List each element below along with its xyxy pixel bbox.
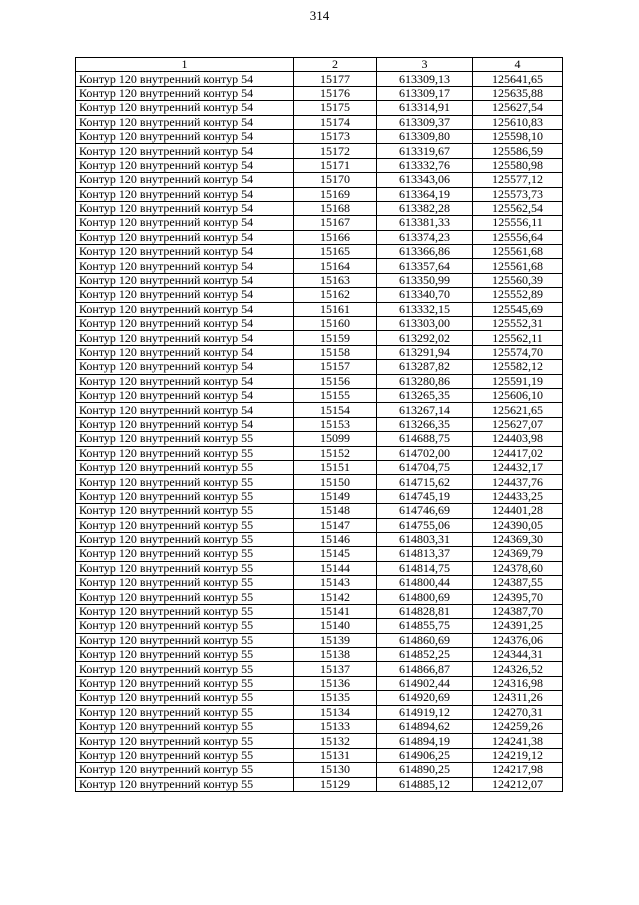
- table-row: [76, 345, 563, 359]
- x-coordinate-cell: 614894,19: [377, 734, 473, 748]
- table-row: [76, 216, 563, 230]
- contour-name-cell: Контур 120 внутренний контур 55: [76, 719, 294, 733]
- y-coordinate-cell: 125598,10: [473, 129, 563, 143]
- y-coordinate-cell: 124387,70: [473, 604, 563, 618]
- table-row: [76, 115, 563, 129]
- x-coordinate-cell: 613319,67: [377, 144, 473, 158]
- y-coordinate-cell: 125577,12: [473, 173, 563, 187]
- point-number-cell: 15164: [294, 259, 377, 273]
- x-coordinate-cell: 614828,81: [377, 604, 473, 618]
- contour-name-cell: Контур 120 внутренний контур 54: [76, 331, 294, 345]
- x-coordinate-cell: 614745,19: [377, 489, 473, 503]
- contour-name-cell: Контур 120 внутренний контур 54: [76, 345, 294, 359]
- y-coordinate-cell: 124270,31: [473, 705, 563, 719]
- contour-name-cell: Контур 120 внутренний контур 54: [76, 158, 294, 172]
- contour-name-cell: Контур 120 внутренний контур 55: [76, 460, 294, 474]
- x-coordinate-cell: 614800,69: [377, 590, 473, 604]
- y-coordinate-cell: 124395,70: [473, 590, 563, 604]
- contour-name-cell: Контур 120 внутренний контур 55: [76, 619, 294, 633]
- y-coordinate-cell: 125627,54: [473, 101, 563, 115]
- x-coordinate-cell: 613332,76: [377, 158, 473, 172]
- y-coordinate-cell: 125556,11: [473, 216, 563, 230]
- y-coordinate-cell: 124387,55: [473, 576, 563, 590]
- contour-name-cell: Контур 120 внутренний контур 55: [76, 648, 294, 662]
- contour-name-cell: Контур 120 внутренний контур 55: [76, 489, 294, 503]
- table-row: [76, 446, 563, 460]
- x-coordinate-cell: 613292,02: [377, 331, 473, 345]
- point-number-cell: 15171: [294, 158, 377, 172]
- contour-name-cell: Контур 120 внутренний контур 54: [76, 302, 294, 316]
- table-row: [76, 691, 563, 705]
- x-coordinate-cell: 613314,91: [377, 101, 473, 115]
- contour-name-cell: Контур 120 внутренний контур 55: [76, 777, 294, 791]
- x-coordinate-cell: 613309,13: [377, 72, 473, 86]
- table-row: [76, 648, 563, 662]
- contour-name-cell: Контур 120 внутренний контур 55: [76, 633, 294, 647]
- x-coordinate-cell: 614919,12: [377, 705, 473, 719]
- table-row: [76, 101, 563, 115]
- x-coordinate-cell: 614855,75: [377, 619, 473, 633]
- contour-name-cell: Контур 120 внутренний контур 54: [76, 173, 294, 187]
- x-coordinate-cell: 614920,69: [377, 691, 473, 705]
- table-row: [76, 748, 563, 762]
- table-row: [76, 144, 563, 158]
- table-row: [76, 676, 563, 690]
- contour-name-cell: Контур 120 внутренний контур 54: [76, 417, 294, 431]
- table-row: [76, 504, 563, 518]
- contour-name-cell: Контур 120 внутренний контур 54: [76, 115, 294, 129]
- x-coordinate-cell: 613374,23: [377, 230, 473, 244]
- point-number-cell: 15099: [294, 432, 377, 446]
- table-row: [76, 489, 563, 503]
- contour-name-cell: Контур 120 внутренний контур 55: [76, 432, 294, 446]
- x-coordinate-cell: 614702,00: [377, 446, 473, 460]
- table-row: [76, 734, 563, 748]
- y-coordinate-cell: 124326,52: [473, 662, 563, 676]
- contour-name-cell: Контур 120 внутренний контур 55: [76, 604, 294, 618]
- point-number-cell: 15168: [294, 201, 377, 215]
- x-coordinate-cell: 614813,37: [377, 547, 473, 561]
- y-coordinate-cell: 125552,31: [473, 317, 563, 331]
- x-coordinate-cell: 613280,86: [377, 374, 473, 388]
- table-row: [76, 777, 563, 791]
- point-number-cell: 15133: [294, 719, 377, 733]
- table-row: [76, 590, 563, 604]
- contour-name-cell: Контур 120 внутренний контур 55: [76, 475, 294, 489]
- contour-name-cell: Контур 120 внутренний контур 54: [76, 403, 294, 417]
- contour-name-cell: Контур 120 внутренний контур 54: [76, 101, 294, 115]
- point-number-cell: 15157: [294, 360, 377, 374]
- table-row: [76, 187, 563, 201]
- x-coordinate-cell: 614894,62: [377, 719, 473, 733]
- contour-name-cell: Контур 120 внутренний контур 54: [76, 360, 294, 374]
- table-row: [76, 518, 563, 532]
- point-number-cell: 15153: [294, 417, 377, 431]
- x-coordinate-cell: 613309,37: [377, 115, 473, 129]
- table-row: [76, 331, 563, 345]
- table-row: [76, 432, 563, 446]
- point-number-cell: 15154: [294, 403, 377, 417]
- x-coordinate-cell: 613303,00: [377, 317, 473, 331]
- y-coordinate-cell: 124217,98: [473, 763, 563, 777]
- point-number-cell: 15147: [294, 518, 377, 532]
- point-number-cell: 15167: [294, 216, 377, 230]
- point-number-cell: 15175: [294, 101, 377, 115]
- contour-name-cell: Контур 120 внутренний контур 55: [76, 763, 294, 777]
- point-number-cell: 15161: [294, 302, 377, 316]
- y-coordinate-cell: 125586,59: [473, 144, 563, 158]
- contour-name-cell: Контур 120 внутренний контур 55: [76, 676, 294, 690]
- y-coordinate-cell: 124259,26: [473, 719, 563, 733]
- y-coordinate-cell: 125627,07: [473, 417, 563, 431]
- table-row: [76, 86, 563, 100]
- x-coordinate-cell: 614704,75: [377, 460, 473, 474]
- point-number-cell: 15135: [294, 691, 377, 705]
- y-coordinate-cell: 124212,07: [473, 777, 563, 791]
- point-number-cell: 15152: [294, 446, 377, 460]
- y-coordinate-cell: 124241,38: [473, 734, 563, 748]
- point-number-cell: 15139: [294, 633, 377, 647]
- table-row: [76, 576, 563, 590]
- contour-name-cell: Контур 120 внутренний контур 55: [76, 504, 294, 518]
- y-coordinate-cell: 124401,28: [473, 504, 563, 518]
- contour-name-cell: Контур 120 внутренний контур 55: [76, 561, 294, 575]
- y-coordinate-cell: 125582,12: [473, 360, 563, 374]
- x-coordinate-cell: 613267,14: [377, 403, 473, 417]
- point-number-cell: 15137: [294, 662, 377, 676]
- y-coordinate-cell: 125641,65: [473, 72, 563, 86]
- y-coordinate-cell: 125573,73: [473, 187, 563, 201]
- table-row: [76, 273, 563, 287]
- table-row: [76, 417, 563, 431]
- x-coordinate-cell: 614902,44: [377, 676, 473, 690]
- table-row: [76, 662, 563, 676]
- x-coordinate-cell: 614803,31: [377, 532, 473, 546]
- contour-name-cell: Контур 120 внутренний контур 54: [76, 273, 294, 287]
- y-coordinate-cell: 124390,05: [473, 518, 563, 532]
- x-coordinate-cell: 614715,62: [377, 475, 473, 489]
- table-row: [76, 302, 563, 316]
- contour-name-cell: Контур 120 внутренний контур 55: [76, 518, 294, 532]
- table-header-row: [76, 58, 563, 72]
- table-row: [76, 547, 563, 561]
- point-number-cell: 15134: [294, 705, 377, 719]
- y-coordinate-cell: 125580,98: [473, 158, 563, 172]
- x-coordinate-cell: 613266,35: [377, 417, 473, 431]
- contour-name-cell: Контур 120 внутренний контур 54: [76, 388, 294, 402]
- point-number-cell: 15141: [294, 604, 377, 618]
- table-row: [76, 158, 563, 172]
- y-coordinate-cell: 125591,19: [473, 374, 563, 388]
- x-coordinate-cell: 613291,94: [377, 345, 473, 359]
- point-number-cell: 15166: [294, 230, 377, 244]
- y-coordinate-cell: 124369,79: [473, 547, 563, 561]
- x-coordinate-cell: 613364,19: [377, 187, 473, 201]
- x-coordinate-cell: 613309,80: [377, 129, 473, 143]
- contour-name-cell: Контур 120 внутренний контур 54: [76, 317, 294, 331]
- x-coordinate-cell: 613366,86: [377, 245, 473, 259]
- point-number-cell: 15144: [294, 561, 377, 575]
- contour-name-cell: Контур 120 внутренний контур 54: [76, 72, 294, 86]
- table-row: [76, 317, 563, 331]
- contour-name-cell: Контур 120 внутренний контур 55: [76, 662, 294, 676]
- point-number-cell: 15162: [294, 288, 377, 302]
- contour-name-cell: Контур 120 внутренний контур 54: [76, 259, 294, 273]
- y-coordinate-cell: 125562,54: [473, 201, 563, 215]
- contour-name-cell: Контур 120 внутренний контур 54: [76, 86, 294, 100]
- point-number-cell: 15165: [294, 245, 377, 259]
- point-number-cell: 15160: [294, 317, 377, 331]
- y-coordinate-cell: 124344,31: [473, 648, 563, 662]
- table-row: [76, 460, 563, 474]
- contour-name-cell: Контур 120 внутренний контур 55: [76, 576, 294, 590]
- x-coordinate-cell: 614688,75: [377, 432, 473, 446]
- x-coordinate-cell: 614800,44: [377, 576, 473, 590]
- y-coordinate-cell: 125561,68: [473, 259, 563, 273]
- x-coordinate-cell: 613350,99: [377, 273, 473, 287]
- x-coordinate-cell: 614755,06: [377, 518, 473, 532]
- point-number-cell: 15156: [294, 374, 377, 388]
- table-row: [76, 633, 563, 647]
- x-coordinate-cell: 613381,33: [377, 216, 473, 230]
- contour-name-cell: Контур 120 внутренний контур 55: [76, 691, 294, 705]
- point-number-cell: 15173: [294, 129, 377, 143]
- point-number-cell: 15132: [294, 734, 377, 748]
- contour-name-cell: Контур 120 внутренний контур 54: [76, 374, 294, 388]
- point-number-cell: 15158: [294, 345, 377, 359]
- point-number-cell: 15150: [294, 475, 377, 489]
- y-coordinate-cell: 124403,98: [473, 432, 563, 446]
- contour-name-cell: Контур 120 внутренний контур 55: [76, 590, 294, 604]
- contour-name-cell: Контур 120 внутренний контур 55: [76, 532, 294, 546]
- y-coordinate-cell: 125606,10: [473, 388, 563, 402]
- table-row: [76, 173, 563, 187]
- contour-name-cell: Контур 120 внутренний контур 55: [76, 547, 294, 561]
- y-coordinate-cell: 125552,89: [473, 288, 563, 302]
- x-coordinate-cell: 614890,25: [377, 763, 473, 777]
- table-body: [76, 72, 563, 792]
- x-coordinate-cell: 613357,64: [377, 259, 473, 273]
- contour-name-cell: Контур 120 внутренний контур 54: [76, 288, 294, 302]
- x-coordinate-cell: 614746,69: [377, 504, 473, 518]
- y-coordinate-cell: 125560,39: [473, 273, 563, 287]
- table-row: [76, 619, 563, 633]
- contour-name-cell: Контур 120 внутренний контур 55: [76, 705, 294, 719]
- point-number-cell: 15151: [294, 460, 377, 474]
- table-row: [76, 259, 563, 273]
- point-number-cell: 15143: [294, 576, 377, 590]
- contour-name-cell: Контур 120 внутренний контур 54: [76, 245, 294, 259]
- point-number-cell: 15149: [294, 489, 377, 503]
- point-number-cell: 15163: [294, 273, 377, 287]
- point-number-cell: 15169: [294, 187, 377, 201]
- point-number-cell: 15155: [294, 388, 377, 402]
- point-number-cell: 15176: [294, 86, 377, 100]
- y-coordinate-cell: 124432,17: [473, 460, 563, 474]
- contour-name-cell: Контур 120 внутренний контур 54: [76, 216, 294, 230]
- table-row: [76, 360, 563, 374]
- column-header-4: 4: [473, 58, 563, 72]
- y-coordinate-cell: 124219,12: [473, 748, 563, 762]
- table-row: [76, 245, 563, 259]
- point-number-cell: 15170: [294, 173, 377, 187]
- point-number-cell: 15148: [294, 504, 377, 518]
- point-number-cell: 15140: [294, 619, 377, 633]
- x-coordinate-cell: 613343,06: [377, 173, 473, 187]
- y-coordinate-cell: 125561,68: [473, 245, 563, 259]
- table-row: [76, 288, 563, 302]
- y-coordinate-cell: 124433,25: [473, 489, 563, 503]
- x-coordinate-cell: 614866,87: [377, 662, 473, 676]
- table-row: [76, 719, 563, 733]
- point-number-cell: 15145: [294, 547, 377, 561]
- x-coordinate-cell: 614860,69: [377, 633, 473, 647]
- contour-name-cell: Контур 120 внутренний контур 55: [76, 446, 294, 460]
- point-number-cell: 15138: [294, 648, 377, 662]
- y-coordinate-cell: 124369,30: [473, 532, 563, 546]
- table-row: [76, 374, 563, 388]
- x-coordinate-cell: 614906,25: [377, 748, 473, 762]
- table-row: [76, 475, 563, 489]
- x-coordinate-cell: 613382,28: [377, 201, 473, 215]
- x-coordinate-cell: 613332,15: [377, 302, 473, 316]
- point-number-cell: 15174: [294, 115, 377, 129]
- y-coordinate-cell: 125545,69: [473, 302, 563, 316]
- point-number-cell: 15172: [294, 144, 377, 158]
- table-row: [76, 230, 563, 244]
- contour-name-cell: Контур 120 внутренний контур 55: [76, 734, 294, 748]
- page-number: 314: [309, 8, 330, 23]
- point-number-cell: 15130: [294, 763, 377, 777]
- table-row: [76, 201, 563, 215]
- y-coordinate-cell: 124417,02: [473, 446, 563, 460]
- point-number-cell: 15131: [294, 748, 377, 762]
- x-coordinate-cell: 613309,17: [377, 86, 473, 100]
- contour-name-cell: Контур 120 внутренний контур 54: [76, 187, 294, 201]
- table-row: [76, 561, 563, 575]
- y-coordinate-cell: 124391,25: [473, 619, 563, 633]
- table-row: [76, 403, 563, 417]
- y-coordinate-cell: 125562,11: [473, 331, 563, 345]
- point-number-cell: 15136: [294, 676, 377, 690]
- x-coordinate-cell: 614814,75: [377, 561, 473, 575]
- y-coordinate-cell: 124376,06: [473, 633, 563, 647]
- table-row: [76, 388, 563, 402]
- x-coordinate-cell: 613340,70: [377, 288, 473, 302]
- column-header-3: 3: [377, 58, 473, 72]
- point-number-cell: 15146: [294, 532, 377, 546]
- y-coordinate-cell: 124316,98: [473, 676, 563, 690]
- coordinates-table: [75, 57, 563, 792]
- table-row: [76, 129, 563, 143]
- y-coordinate-cell: 125574,70: [473, 345, 563, 359]
- contour-name-cell: Контур 120 внутренний контур 55: [76, 748, 294, 762]
- y-coordinate-cell: 124437,76: [473, 475, 563, 489]
- x-coordinate-cell: 613287,82: [377, 360, 473, 374]
- contour-name-cell: Контур 120 внутренний контур 54: [76, 230, 294, 244]
- contour-name-cell: Контур 120 внутренний контур 54: [76, 201, 294, 215]
- y-coordinate-cell: 125556,64: [473, 230, 563, 244]
- point-number-cell: 15129: [294, 777, 377, 791]
- table-row: [76, 763, 563, 777]
- column-header-2: 2: [294, 58, 377, 72]
- y-coordinate-cell: 125621,65: [473, 403, 563, 417]
- contour-name-cell: Контур 120 внутренний контур 54: [76, 129, 294, 143]
- y-coordinate-cell: 124311,26: [473, 691, 563, 705]
- y-coordinate-cell: 124378,60: [473, 561, 563, 575]
- y-coordinate-cell: 125635,88: [473, 86, 563, 100]
- x-coordinate-cell: 614885,12: [377, 777, 473, 791]
- contour-name-cell: Контур 120 внутренний контур 54: [76, 144, 294, 158]
- point-number-cell: 15142: [294, 590, 377, 604]
- table-row: [76, 705, 563, 719]
- point-number-cell: 15159: [294, 331, 377, 345]
- column-header-1: 1: [76, 58, 294, 72]
- table-row: [76, 532, 563, 546]
- x-coordinate-cell: 614852,25: [377, 648, 473, 662]
- table-row: [76, 72, 563, 86]
- table-row: [76, 604, 563, 618]
- x-coordinate-cell: 613265,35: [377, 388, 473, 402]
- point-number-cell: 15177: [294, 72, 377, 86]
- y-coordinate-cell: 125610,83: [473, 115, 563, 129]
